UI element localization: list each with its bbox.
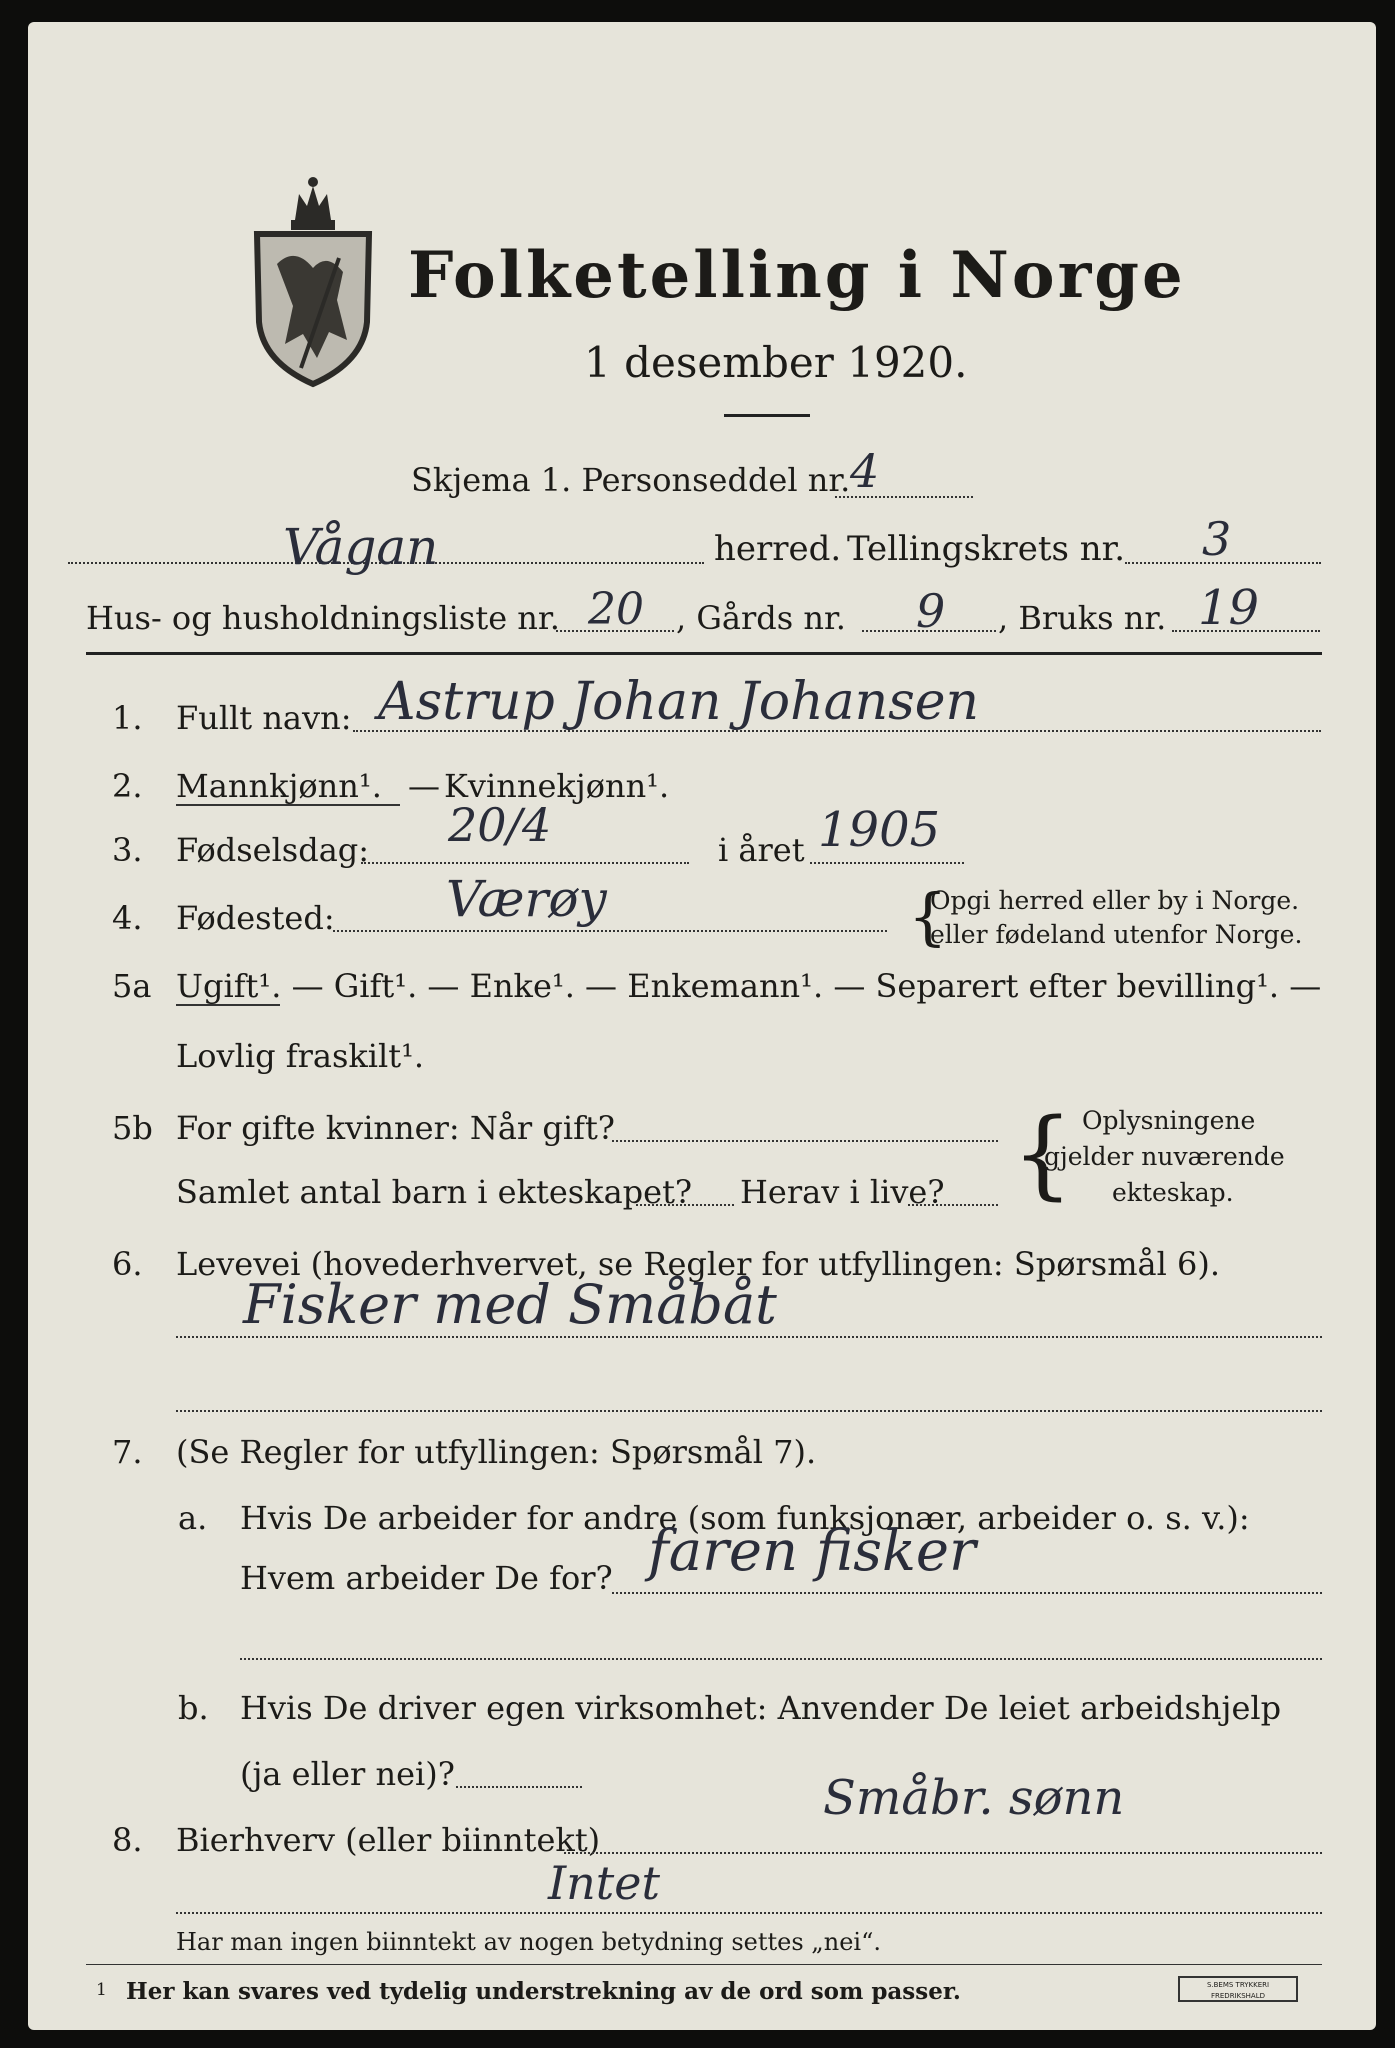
side-income-field-2[interactable] xyxy=(176,1912,1322,1914)
q1-label: Fullt navn: xyxy=(176,699,352,737)
q7b-line1: Hvis De driver egen virksomhet: Anvender De leiet arbeidshjelp xyxy=(240,1689,1282,1727)
employer-label: Hvem arbeider De for? xyxy=(240,1559,613,1597)
side-income-note: Har man ingen biinntekt av nogen betydning settes „nei“. xyxy=(176,1928,881,1956)
printer-stamp xyxy=(1178,1976,1298,2002)
skjema-label: Skjema 1. Personseddel nr. xyxy=(411,461,851,499)
q1-number: 1. xyxy=(112,699,143,737)
census-date: 1 desember 1920. xyxy=(584,338,968,387)
census-form xyxy=(28,22,1376,2030)
mannkjonn-underline xyxy=(176,804,400,806)
children-alive-field[interactable] xyxy=(908,1204,998,1206)
form-title: Folketelling i Norge xyxy=(408,238,1186,313)
employer-value: faren fisker xyxy=(648,1519,976,1584)
occupation-label: Levevei (hovederhvervet, se Regler for utfyllingen: Spørsmål 6). xyxy=(176,1245,1221,1283)
stamp-line-2: FREDRIKSHALD xyxy=(1210,1992,1265,2000)
title-divider xyxy=(724,414,810,417)
marriage-note-1: Oplysningene xyxy=(1082,1106,1256,1135)
option-mannkjonn[interactable]: Mannkjønn¹. xyxy=(176,767,382,805)
year-label: i året xyxy=(718,831,805,869)
q8-number: 8. xyxy=(112,1821,143,1859)
full-name-value: Astrup Johan Johansen xyxy=(378,672,980,732)
personseddel-value: 4 xyxy=(850,444,880,498)
q2-separator: — xyxy=(408,767,440,805)
ugift-underline xyxy=(176,1004,280,1006)
q7b-letter: b. xyxy=(178,1689,209,1727)
marriage-note-3: ekteskap. xyxy=(1112,1178,1234,1207)
q2-number: 2. xyxy=(112,767,143,805)
option-kvinnekjonn[interactable]: Kvinnekjønn¹. xyxy=(444,767,670,805)
marital-status-options[interactable]: Ugift¹. — Gift¹. — Enke¹. — Enkemann¹. — Separert efter bevilling¹. — xyxy=(176,967,1322,1005)
side-income-label: Bierhverv (eller biinntekt) xyxy=(176,1821,601,1859)
q7a-line1: Hvis De arbeider for andre (som funksjonær, arbeider o. s. v.): xyxy=(240,1499,1250,1537)
birthdate-value: 20/4 xyxy=(448,798,552,852)
birth-year-value: 1905 xyxy=(818,802,941,858)
birth-year-field[interactable] xyxy=(810,862,964,864)
q5b-number: 5b xyxy=(112,1109,153,1147)
husliste-label: Hus- og husholdningsliste nr. xyxy=(86,599,560,637)
children-alive-label: Herav i live? xyxy=(740,1173,945,1211)
gards-value: 9 xyxy=(916,584,946,638)
herred-label: herred. xyxy=(714,529,842,569)
birthplace-value: Værøy xyxy=(446,870,607,928)
herred-value: Vågan xyxy=(283,518,439,576)
q7a-letter: a. xyxy=(178,1499,208,1537)
gards-label: , Gårds nr. xyxy=(676,599,846,637)
employer-field-2[interactable] xyxy=(240,1658,1322,1660)
header-divider xyxy=(86,652,1322,655)
when-married-label: For gifte kvinner: Når gift? xyxy=(176,1109,615,1147)
occupation-field-2[interactable] xyxy=(176,1410,1322,1412)
footnote-text: Her kan svares ved tydelig understrekning av de ord som passer. xyxy=(126,1978,961,2005)
brace-q4: { xyxy=(908,880,948,953)
occupation-field-1[interactable] xyxy=(176,1336,1322,1338)
q4-label: Fødested: xyxy=(176,899,335,937)
employer-field[interactable] xyxy=(612,1592,1322,1594)
birthplace-field[interactable] xyxy=(333,930,887,932)
q7-label: (Se Regler for utfyllingen: Spørsmål 7). xyxy=(176,1433,817,1471)
tellingskrets-value: 3 xyxy=(1202,512,1232,566)
q3-number: 3. xyxy=(112,831,143,869)
birthplace-note-2: eller fødeland utenfor Norge. xyxy=(930,920,1303,949)
option-lovlig-fraskilt[interactable]: Lovlig fraskilt¹. xyxy=(176,1037,425,1075)
coat-of-arms-icon xyxy=(243,172,383,392)
bruks-label: , Bruks nr. xyxy=(998,599,1167,637)
husliste-value: 20 xyxy=(588,584,644,635)
side-income-value-2: Intet xyxy=(548,1856,660,1910)
footnote-divider xyxy=(86,1964,1322,1965)
q7-number: 7. xyxy=(112,1433,143,1471)
q4-number: 4. xyxy=(112,899,143,937)
occupation-value: Fisker med Småbåt xyxy=(243,1273,777,1336)
hired-help-field[interactable] xyxy=(456,1786,582,1788)
side-income-value-1: Småbr. sønn xyxy=(823,1770,1125,1826)
q5a-number: 5a xyxy=(112,967,152,1005)
children-count-label: Samlet antal barn i ekteskapet? xyxy=(176,1173,693,1211)
side-income-field[interactable] xyxy=(564,1852,1322,1854)
bruks-value: 19 xyxy=(1198,580,1260,636)
birthplace-note-1: Opgi herred eller by i Norge. xyxy=(930,886,1300,915)
tellingskrets-label: Tellingskrets nr. xyxy=(847,529,1126,569)
footnote-mark: 1 xyxy=(96,1980,107,2000)
children-count-field[interactable] xyxy=(636,1204,734,1206)
q6-number: 6. xyxy=(112,1245,143,1283)
when-married-field[interactable] xyxy=(612,1140,998,1142)
marriage-note-2: gjelder nuværende xyxy=(1044,1142,1285,1171)
hired-help-label: (ja eller nei)? xyxy=(240,1755,455,1793)
stamp-line-1: S.BEMS TRYKKERI xyxy=(1206,1981,1270,1989)
q3-label: Fødselsdag: xyxy=(176,831,370,869)
birthdate-field[interactable] xyxy=(361,862,689,864)
brace-q5b: { xyxy=(1012,1098,1074,1210)
